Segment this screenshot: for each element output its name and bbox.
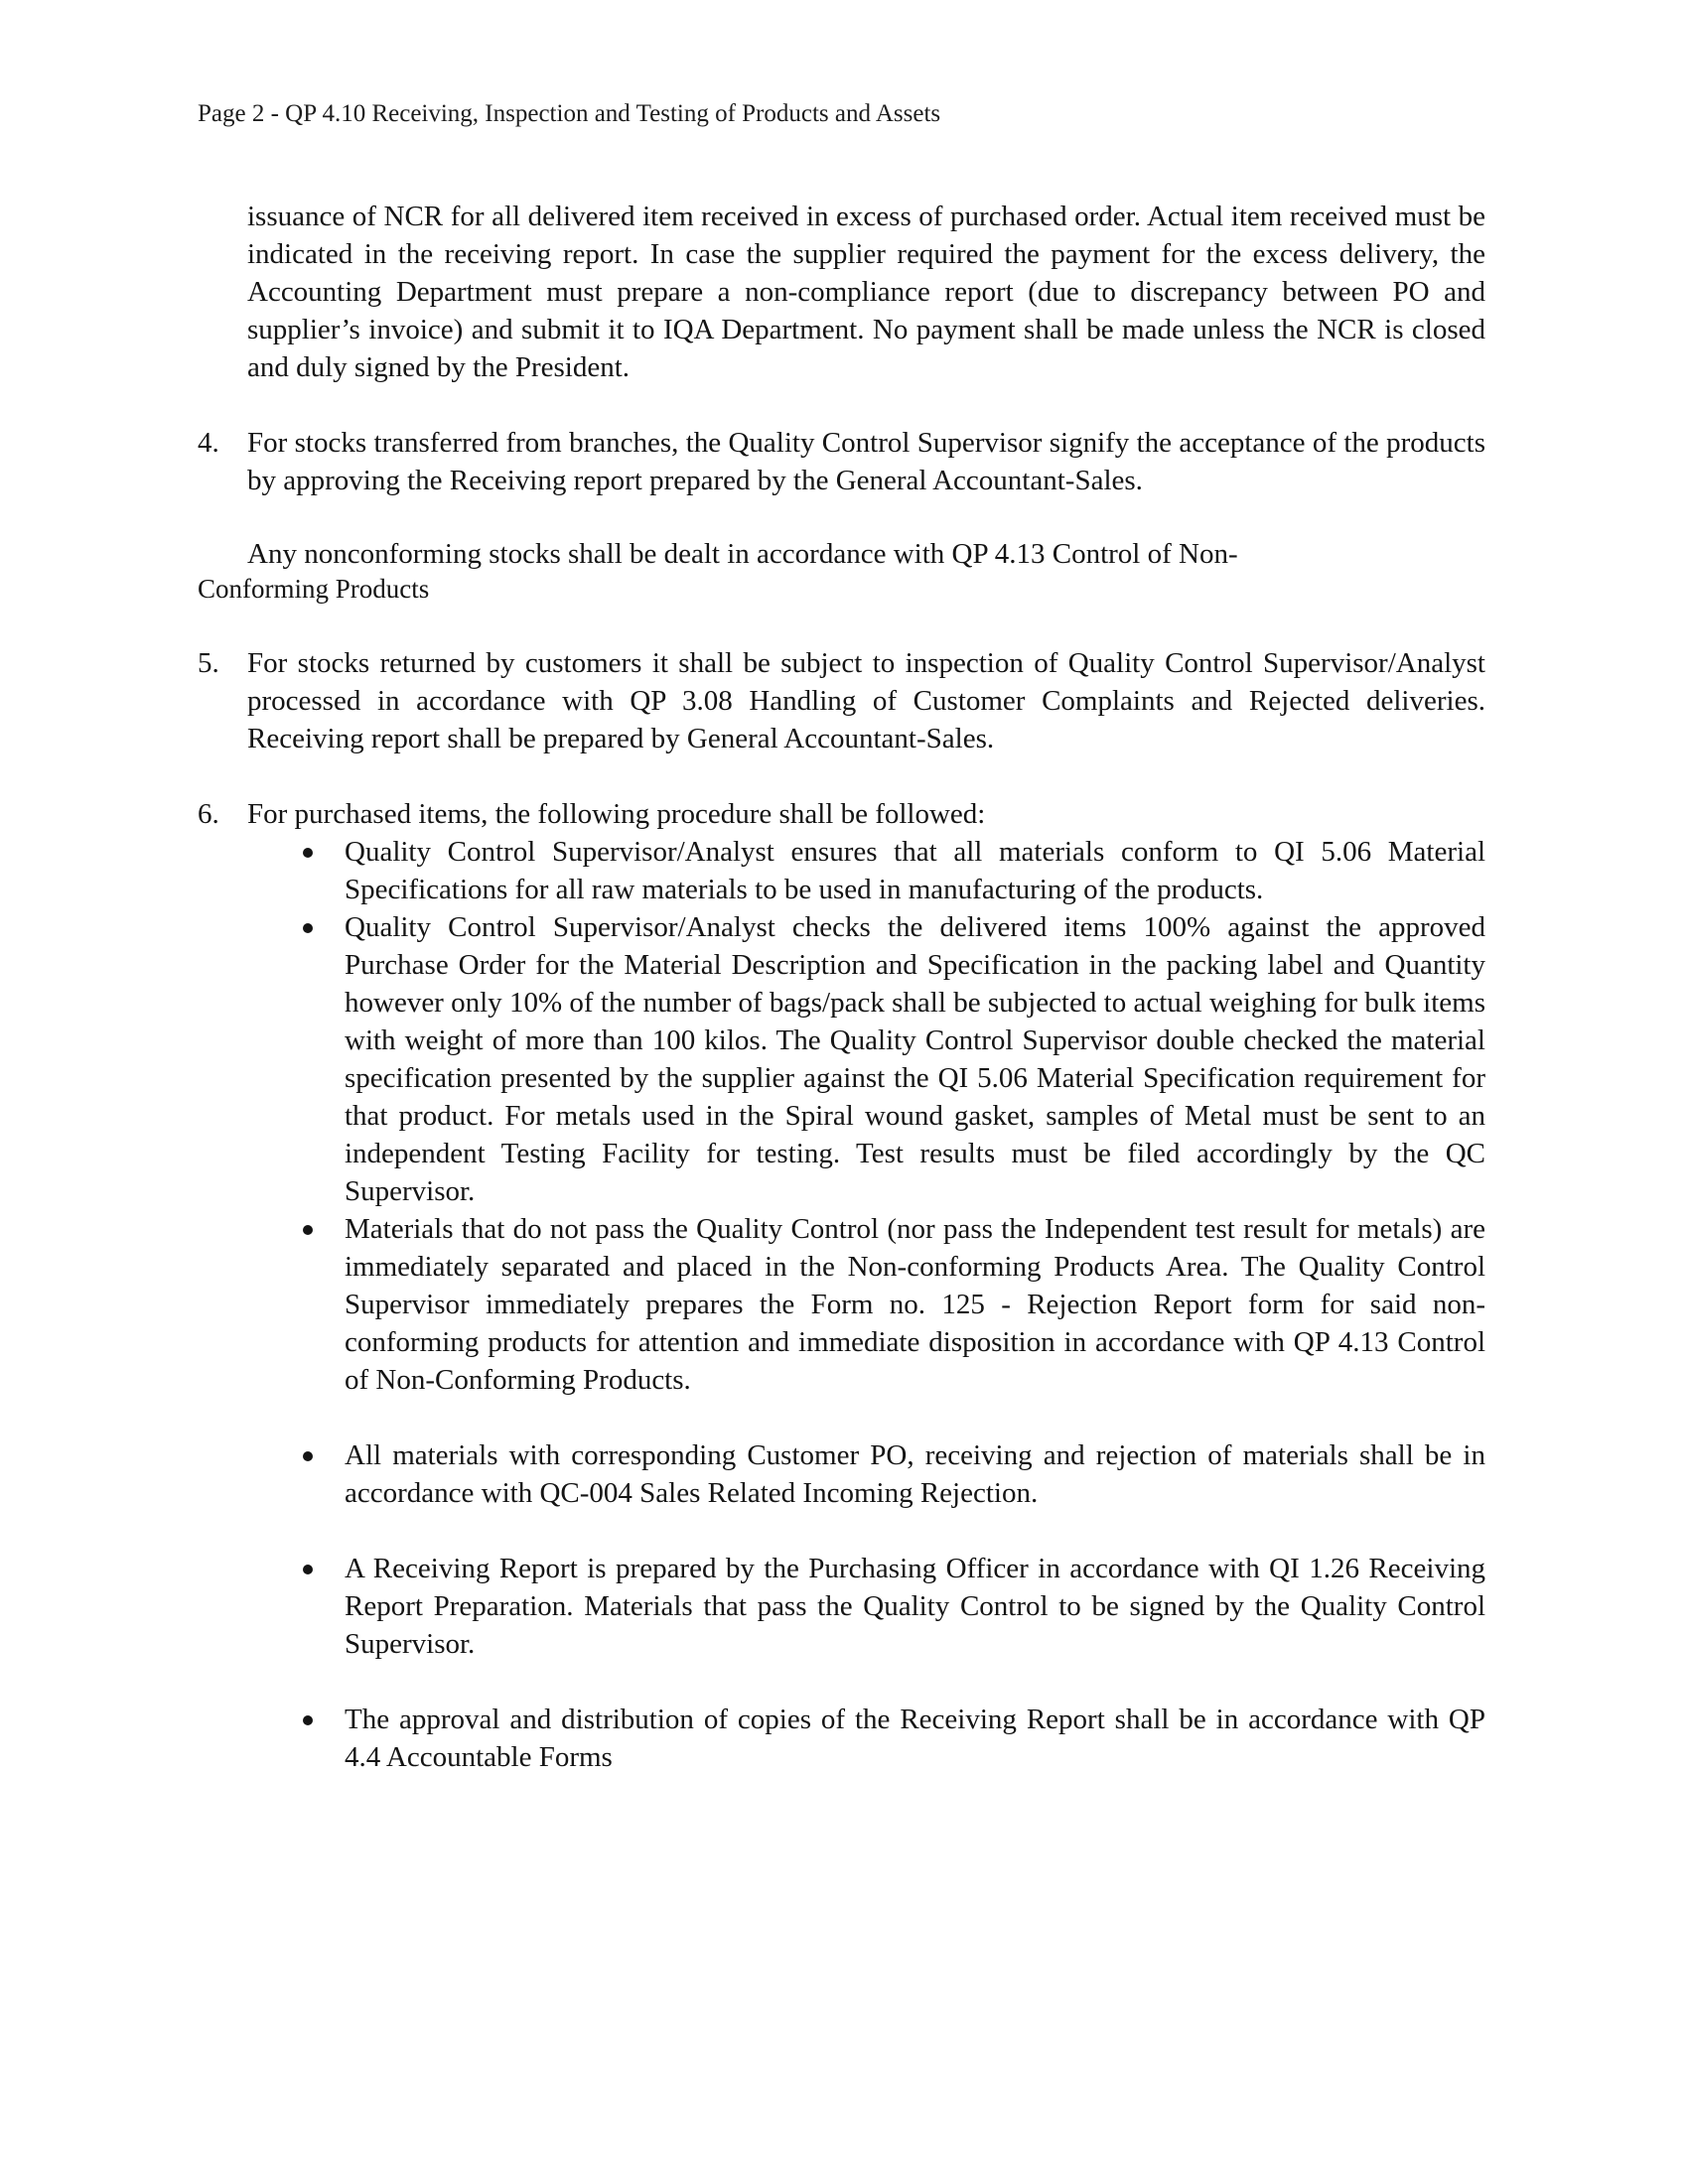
numbered-item-5 [198,644,1485,757]
bullet-dot-icon [297,1701,345,1776]
item-number: 6. [198,798,219,830]
item-number: 4. [198,427,219,459]
bullet-item [297,908,1485,1210]
bullet-dot-icon [297,833,345,908]
item-text: For stocks transferred from branches, the Quality Control Supervisor signify the acceptance of the products by approving the Receiving report prepared by the General Accountant-Sales. [247,427,1485,496]
numbered-item-6 [198,795,1485,833]
note-text-main: Any nonconforming stocks shall be dealt in accordance with QP 4.13 Control of Non- [247,538,1238,570]
nonconforming-note [198,537,1485,607]
bullet-text: The approval and distribution of copies of the Receiving Report shall be in accordance with QP 4.4 Accountable Forms [345,1704,1485,1773]
note-text-tail: Conforming Products [198,574,430,604]
bullet-text: Materials that do not pass the Quality Control (nor pass the Independent test result for metals) are immediately separated and placed in the Non-conforming Products Area. The Quality Control Supervisor immediately prepares the Form no. 125 - Rejection Report form for said non-conforming products for attention and immediate disposition in accordance with QP 4.13 Control of Non-Conforming Products. [345,1213,1485,1396]
bullet-item [297,1210,1485,1399]
procedure-bullet-list [297,833,1485,1776]
item-text: For purchased items, the following procedure shall be followed: [247,798,986,830]
bullet-dot-icon [297,908,345,1210]
bullet-text: A Receiving Report is prepared by the Purchasing Officer in accordance with QI 1.26 Receiving Report Preparation. Materials that pass the Quality Control to be signed by the Quality Control Supervisor. [345,1553,1485,1660]
bullet-text: All materials with corresponding Customer PO, receiving and rejection of materials shall be in accordance with QC-004 Sales Related Incoming Rejection. [345,1439,1485,1509]
bullet-text: Quality Control Supervisor/Analyst ensures that all materials conform to QI 5.06 Material Specifications for all raw materials to be used in manufacturing of the products. [345,836,1485,905]
bullet-item [297,1701,1485,1776]
continuation-paragraph: issuance of NCR for all delivered item received in excess of purchased order. Actual item received must be indicated in the receiving report. In case the supplier required the payment for the excess delivery, the Accounting Department must prepare a non-compliance report (due to discrepancy between PO and supplier’s invoice) and submit it to IQA Department. No payment shall be made unless the NCR is closed and duly signed by the President. [247,201,1485,383]
bullet-item [297,833,1485,908]
item-number: 5. [198,647,219,679]
bullet-dot-icon [297,1436,345,1512]
bullet-dot-icon [297,1210,345,1399]
bullet-dot-icon [297,1550,345,1663]
bullet-item [297,1436,1485,1512]
numbered-item-4 [198,424,1485,499]
bullet-item [297,1550,1485,1663]
document-body [198,198,1485,1776]
item-text: For stocks returned by customers it shall be subject to inspection of Quality Control Supervisor/Analyst processed in accordance with QP 3.08 Handling of Customer Complaints and Rejected deliveries. Receiving report shall be prepared by General Accountant-Sales. [247,647,1485,754]
page-header: Page 2 - QP 4.10 Receiving, Inspection and Testing of Products and Assets [198,100,941,127]
bullet-text: Quality Control Supervisor/Analyst checks the delivered items 100% against the approved Purchase Order for the Material Description and Specification in the packing label and Quantity however only 10% of the number of bags/pack shall be subjected to actual weighing for bulk items with weight of more than 100 kilos. The Quality Control Supervisor double checked the material specification presented by the supplier against the QI 5.06 Material Specification requirement for that product. For metals used in the Spiral wound gasket, samples of Metal must be sent to an independent Testing Facility for testing. Test results must be filed accordingly by the QC Supervisor. [345,911,1485,1207]
